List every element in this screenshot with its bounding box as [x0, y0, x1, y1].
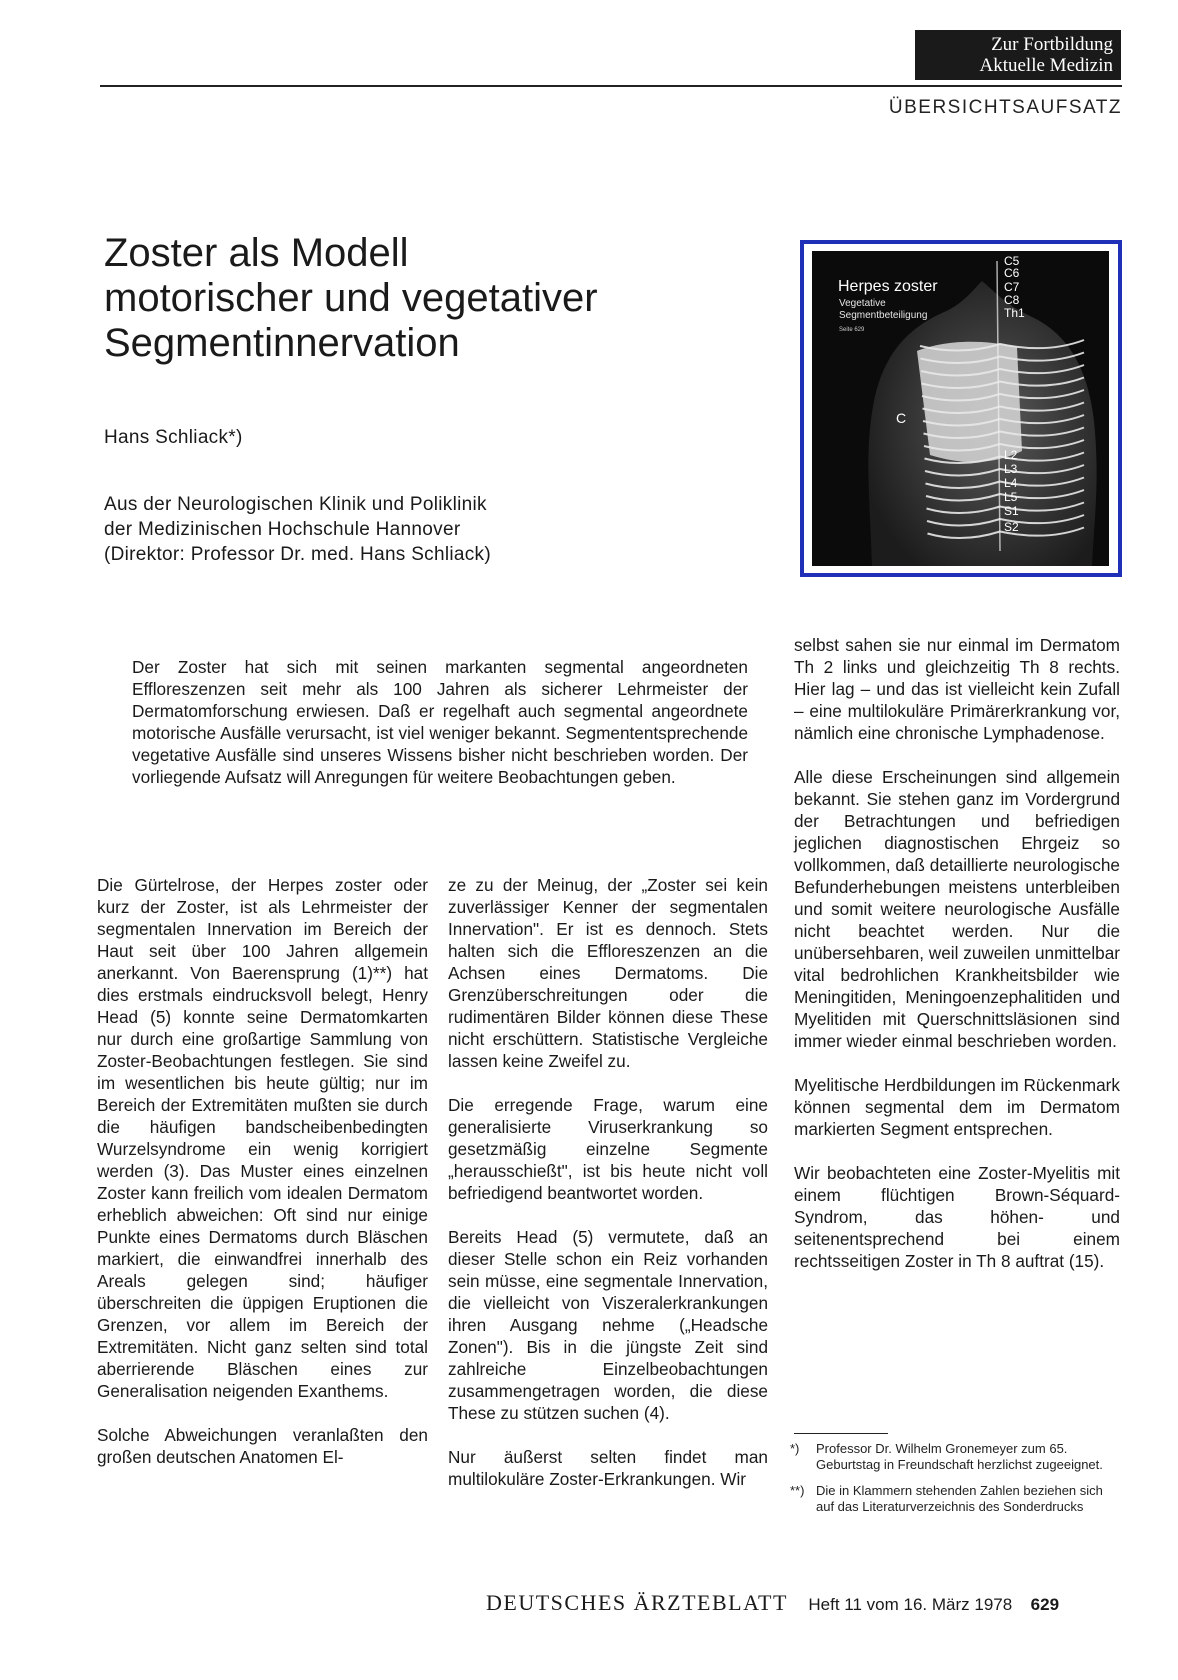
article-title [104, 231, 724, 366]
page-footer [486, 1590, 1059, 1616]
figure-subtitle-line-2: Segmentbeteiligung [839, 310, 928, 321]
section-label-box [915, 30, 1121, 80]
figure-title: Herpes zoster [838, 278, 938, 295]
footnote-divider [794, 1433, 888, 1434]
body-paragraph: Die erregende Frage, warum eine generalisierte Viruserkrankung so gesetzmäßig einzelne Segmente „herausschießt", ist bis heute nicht voll befriedigend beantwortet worden. [448, 1095, 768, 1203]
body-paragraph: Nur äußerst selten findet man multilokuläre Zoster-Erkrankungen. Wir [448, 1447, 768, 1489]
affiliation [104, 492, 491, 567]
segment-label: L2 [1004, 448, 1018, 462]
body-column-2 [448, 874, 768, 1490]
issue-info: Heft 11 vom 16. März 1978 [808, 1595, 1013, 1614]
cover-figure [800, 240, 1122, 577]
body-paragraph: ze zu der Meinug, der „Zoster sei kein zuverlässiger Kenner der segmentalen Innervation". Er ist es dennoch. Stets halten sich die Effloreszenzen an die Achsen eines Dermatoms. Die Grenzüberschreitungen oder die rudimentären Bilder können diese These nicht erschüttern. Statistische Vergleiche lassen keine Zweifel zu. [448, 875, 768, 1071]
article-type-label: ÜBERSICHTSAUFSATZ [888, 97, 1122, 118]
segment-label: L4 [1004, 476, 1018, 490]
segment-label: Th1 [1004, 306, 1025, 320]
affiliation-line: Aus der Neurologischen Klinik und Poliklinik [104, 494, 487, 515]
page-number: 629 [1030, 1595, 1060, 1614]
footnote-mark: **) [790, 1483, 805, 1498]
affiliation-line: (Direktor: Professor Dr. med. Hans Schliack) [104, 544, 491, 565]
body-paragraph: Bereits Head (5) vermutete, daß an dieser Stelle schon ein Reiz vorhanden sein müsse, eine segmentale Innervation, die vielleicht von Viszeralerkrankungen ihren Ausgang nehme („Headsche Zonen"). Bis in die jüngste Zeit sind zahlreiche Einzelbeobachtungen zusammengetragen worden, die diese These zu stützen suchen (4). [448, 1227, 768, 1423]
body-paragraph: selbst sahen sie nur einmal im Dermatom Th 2 links und gleichzeitig Th 8 rechts. Hier lag – und das ist vielleicht kein Zufall – eine multilokuläre Primärerkrankung vor, nämlich eine chronische Lymphadenose. [794, 635, 1120, 743]
figure-side-mark: C [896, 410, 907, 426]
affiliation-line: der Medizinischen Hochschule Hannover [104, 519, 461, 540]
footnotes [790, 1441, 1120, 1525]
segment-label: S1 [1004, 504, 1019, 518]
figure-subtitle-line-1: Vegetative [839, 298, 886, 309]
segment-label: L3 [1004, 462, 1018, 476]
herpes-zoster-back-photo [812, 251, 1109, 566]
title-line: motorischer und vegetativer [104, 276, 598, 320]
body-column-1 [97, 874, 428, 1468]
footnote-mark: *) [790, 1441, 800, 1456]
section-label-line-2: Aktuelle Medizin [979, 55, 1113, 76]
abstract: Der Zoster hat sich mit seinen markanten segmental angeordneten Effloreszenzen seit mehr als 100 Jahren als sicherer Lehrmeister der Dermatomforschung erwiesen. Daß er regelhaft auch segmental angeordnete motorische Ausfälle verursacht, ist viel weniger bekannt. Segmententsprechende vegetative Ausfälle sind unseres Wissens bisher nicht beschrieben worden. Der vorliegende Aufsatz will Anregungen für weitere Beobachtungen geben. [132, 657, 748, 787]
author-name: Hans Schliack*) [104, 427, 243, 448]
footnote-text: Die in Klammern stehenden Zahlen beziehen sich auf das Literaturverzeichnis des Sonderdrucks [816, 1483, 1103, 1514]
segment-label: L5 [1004, 490, 1018, 504]
segment-label: S2 [1004, 520, 1019, 534]
journal-name: DEUTSCHES ÄRZTEBLATT [486, 1590, 788, 1615]
footnote [790, 1441, 1120, 1473]
section-label-line-1: Zur Fortbildung [991, 34, 1113, 55]
figure-page-ref: Seite 629 [839, 327, 865, 333]
body-paragraph: Die Gürtelrose, der Herpes zoster oder kurz der Zoster, ist als Lehrmeister der segmentalen Innervation im Bereich der Haut seit über 100 Jahren allgemein anerkannt. Von Baerensprung (1)**) hat dies erstmals eindrucksvoll belegt, Henry Head (5) konnte seine Dermatomkarten nur durch eine großartige Sammlung von Zoster-Beobachtungen festlegen. Sie sind im wesentlichen bis heute gültig; nur im Bereich der Extremitäten mußten sie durch die häufigen bandscheibenbedingten Wurzelsyndrome ein wenig korrigiert werden (3). Das Muster eines einzelnen Zoster kann freilich vom idealen Dermatom erheblich abweichen: Oft sind nur einige Punkte eines Dermatoms durch Bläschen markiert, die einwandfrei innerhalb des Areals gelegen sind; häufiger überschreiten die üppigen Eruptionen die Grenzen, vor allem im Bereich der Extremitäten. Nicht ganz selten sind total aberrierende Bläschen eines zur Generalisation neigenden Exanthems. [97, 875, 428, 1401]
footnote-text: Professor Dr. Wilhelm Gronemeyer zum 65. Geburtstag in Freundschaft herzlichst zugeeignet. [816, 1441, 1103, 1472]
body-paragraph: Wir beobachteten eine Zoster-Myelitis mit einem flüchtigen Brown-Séquard-Syndrom, das höhen- und seitenentsprechend bei einem rechtsseitigen Zoster in Th 8 auftrat (15). [794, 1163, 1120, 1271]
segment-label: C7 [1004, 280, 1020, 294]
segment-label: C6 [1004, 266, 1020, 280]
footnote [790, 1483, 1120, 1515]
segment-label: C5 [1004, 254, 1020, 268]
title-line: Zoster als Modell [104, 231, 409, 275]
segment-label: C8 [1004, 293, 1020, 307]
title-line: Segmentinnervation [104, 321, 460, 365]
body-column-3 [794, 634, 1120, 1272]
body-paragraph: Myelitische Herdbildungen im Rückenmark können segmental dem im Dermatom markierten Segment entsprechen. [794, 1075, 1120, 1139]
body-paragraph: Solche Abweichungen veranlaßten den großen deutschen Anatomen El- [97, 1425, 428, 1467]
header-divider [100, 85, 1122, 87]
body-paragraph: Alle diese Erscheinungen sind allgemein bekannt. Sie stehen ganz im Vordergrund der Betrachtungen und befriedigen jeglichen diagnostischen Ehrgeiz so vollkommen, daß detaillierte neurologische Befunderhebungen meistens unterbleiben und somit weitere neurologische Ausfälle nicht beachtet werden. Nur die unübersehbaren, weil zuweilen unmittelbar vital bedrohlichen Krankheitsbilder wie Meningitiden, Meningoenzephalitiden und Myelitiden mit Querschnittsläsionen sind immer wieder einmal beschrieben worden. [794, 767, 1120, 1051]
